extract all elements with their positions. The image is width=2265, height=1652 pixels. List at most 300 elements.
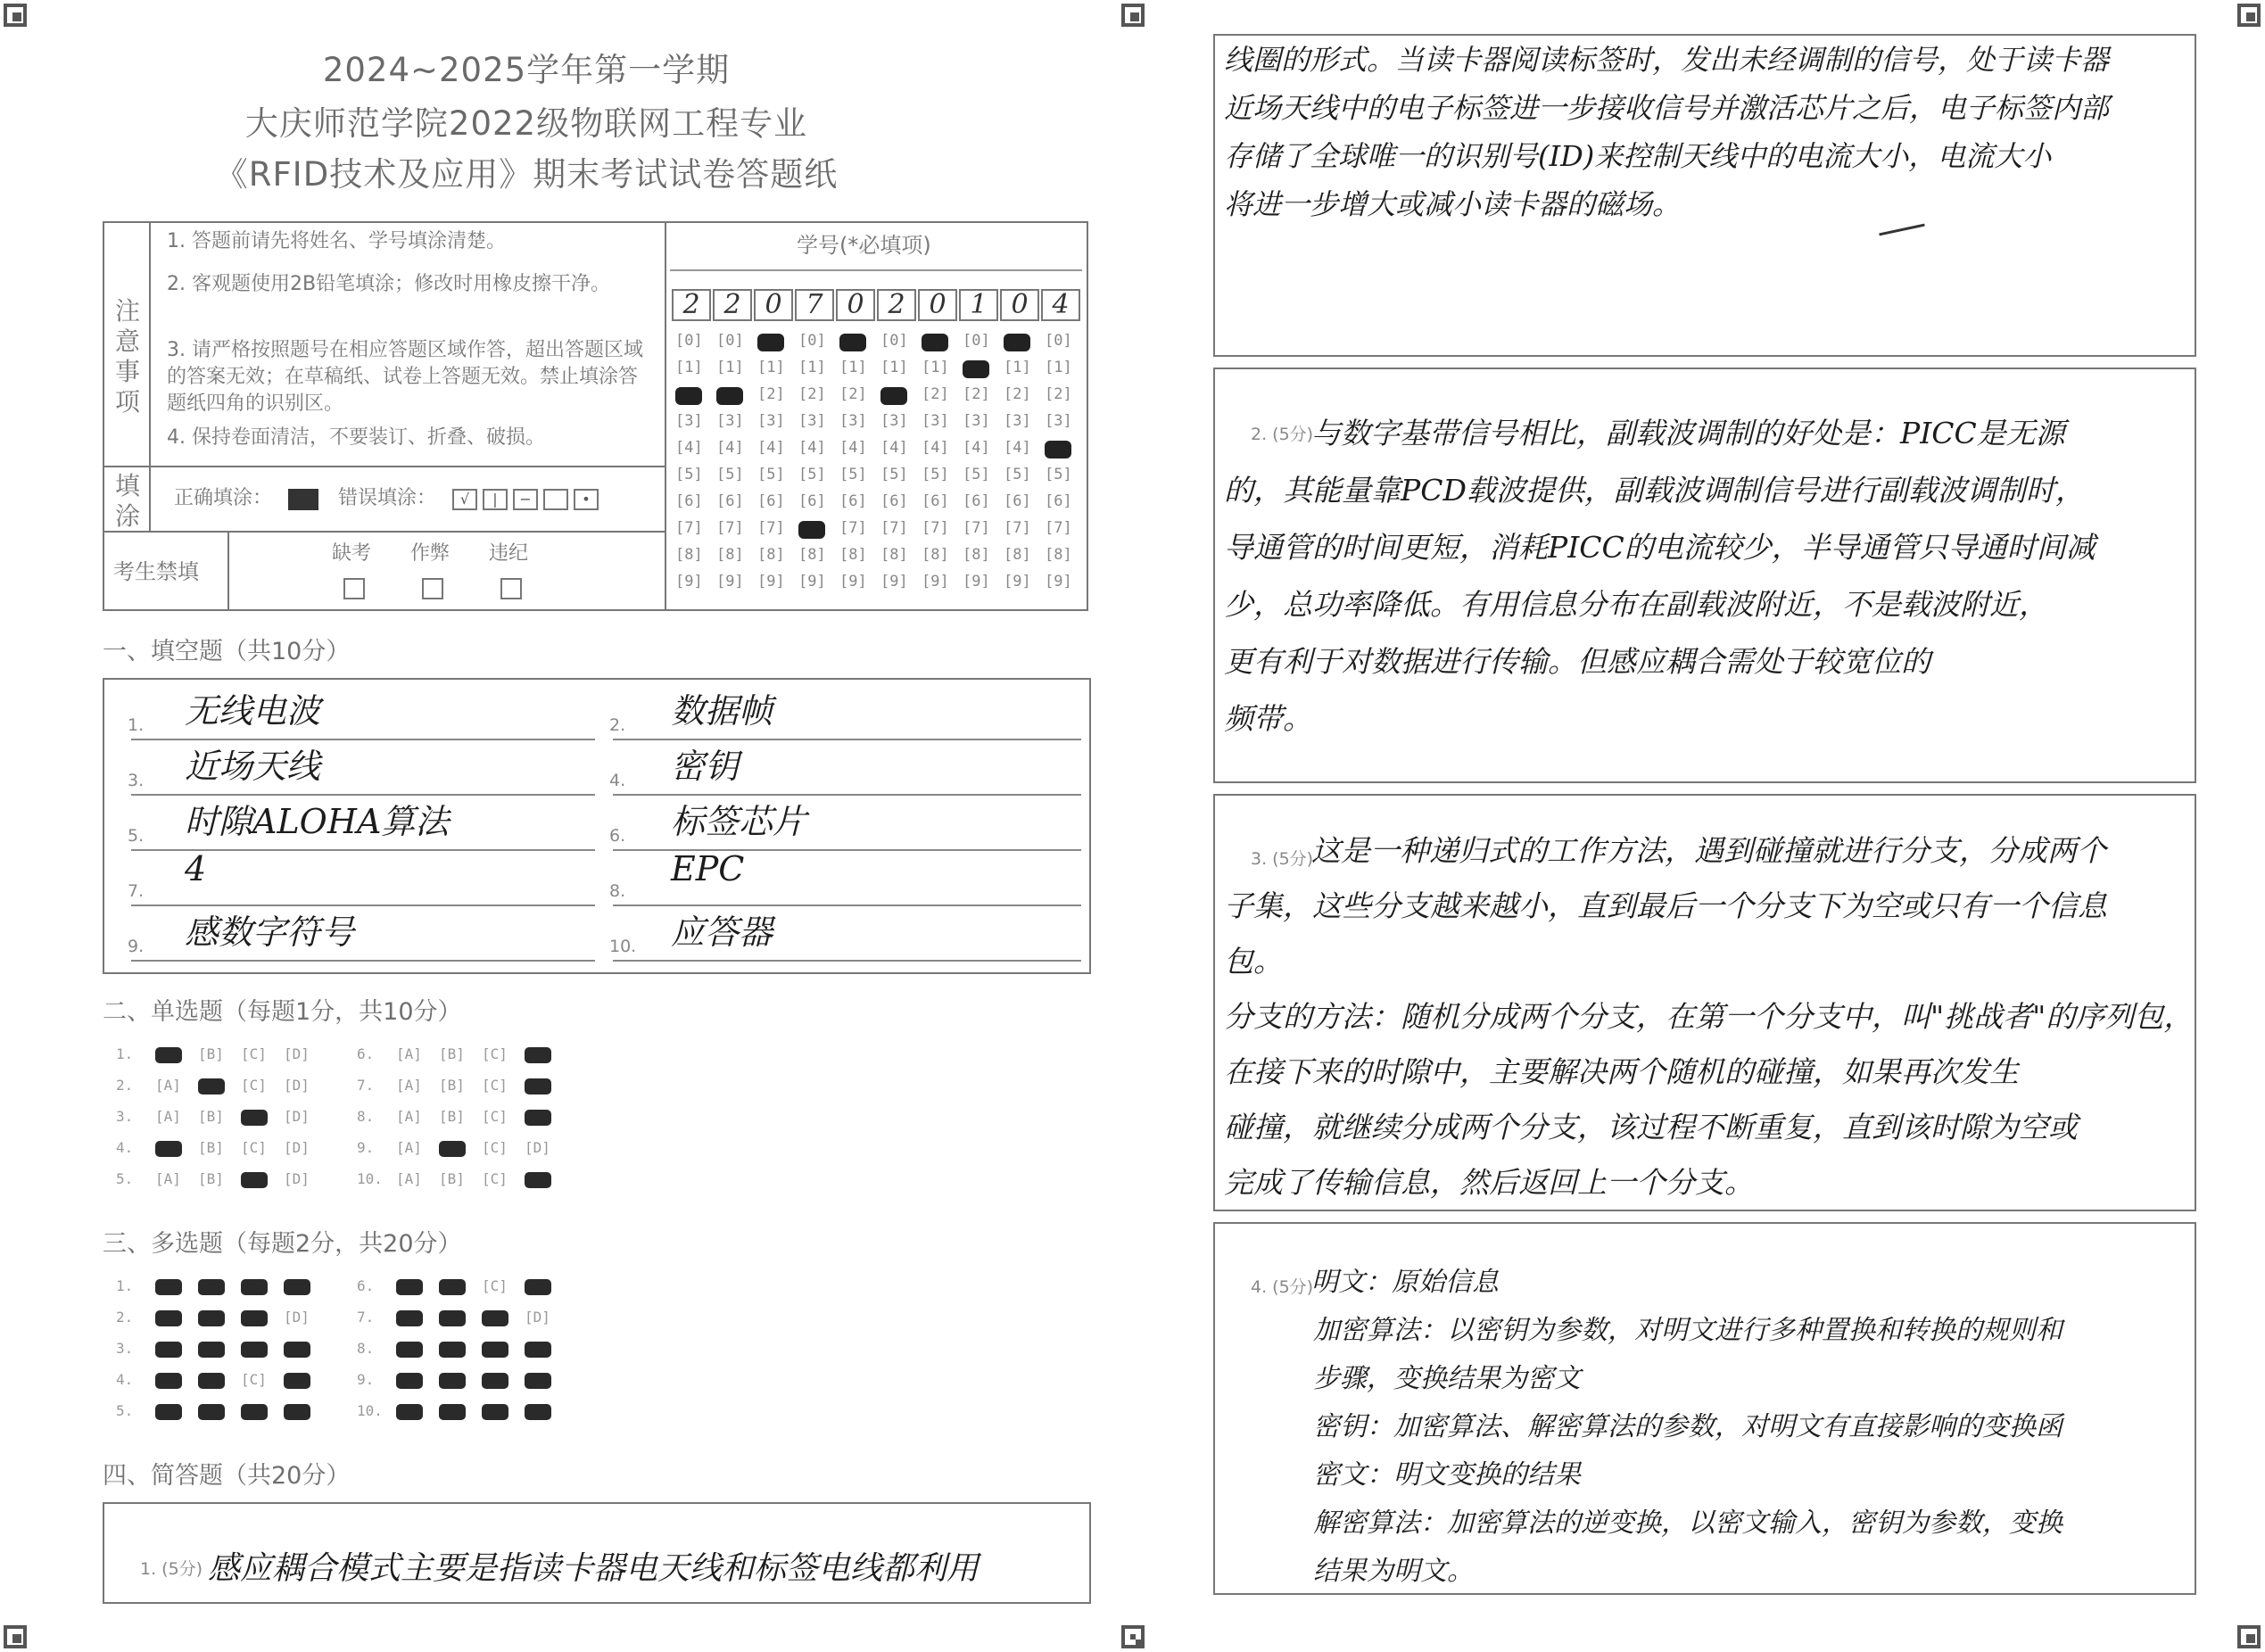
multi-option-filled[interactable]: [439, 1342, 466, 1358]
fill-answer-text: 时隙ALOHA算法: [185, 802, 450, 841]
fill-question-number: 6.: [609, 826, 626, 846]
answer-line: 密钥：加密算法、解密算法的参数，对明文有直接影响的变换函: [1313, 1411, 2062, 1442]
student-id-bubble[interactable]: [4]: [757, 439, 785, 457]
student-id-bubble[interactable]: [8]: [675, 546, 703, 564]
multi-question-number: 4.: [116, 1371, 134, 1388]
corner-mark-top-right: [2237, 4, 2261, 27]
single-option[interactable]: [C]: [241, 1077, 267, 1094]
student-id-bubble[interactable]: [7]: [675, 519, 703, 537]
student-id-bubble[interactable]: [1]: [880, 359, 908, 376]
multi-option-filled[interactable]: [525, 1279, 551, 1295]
answer-line: 碰撞，就继续分成两个分支，该过程不断重复，直到该时隙为空或: [1224, 1110, 2078, 1144]
student-id-bubble[interactable]: [3]: [716, 412, 744, 430]
single-question-number: 8.: [357, 1108, 375, 1125]
multi-option-filled[interactable]: [284, 1279, 310, 1295]
student-id-bubble-filled[interactable]: [880, 387, 907, 405]
fill-question-number: 2.: [609, 715, 626, 735]
student-id-bubble[interactable]: [9]: [1004, 573, 1031, 591]
student-id-bubble[interactable]: [3]: [757, 412, 785, 430]
multi-option-filled[interactable]: [241, 1310, 268, 1326]
fill-answer-text: 无线电波: [185, 691, 321, 731]
student-id-bubble[interactable]: [7]: [757, 519, 785, 537]
student-id-bubble[interactable]: [0]: [798, 332, 826, 350]
wrong-fill-sample-4: •: [574, 489, 599, 510]
student-id-bubble[interactable]: [8]: [922, 546, 949, 564]
student-id-bubble[interactable]: [2]: [798, 385, 826, 403]
student-id-bubble[interactable]: [5]: [839, 466, 867, 483]
notes-title: 注意事项: [114, 296, 140, 417]
single-question-number: 1.: [116, 1045, 134, 1062]
student-id-bubble[interactable]: [3]: [963, 412, 990, 430]
student-id-bubble[interactable]: [5]: [798, 466, 826, 483]
student-id-bubble[interactable]: [0]: [675, 332, 703, 350]
answer-line: 将进一步增大或减小读卡器的磁场。: [1224, 187, 1682, 221]
single-option[interactable]: [B]: [439, 1077, 465, 1094]
multi-option-filled[interactable]: [525, 1342, 551, 1358]
multi-option-filled[interactable]: [155, 1342, 182, 1358]
single-option[interactable]: [B]: [198, 1108, 224, 1125]
multi-option-filled[interactable]: [439, 1373, 466, 1389]
fill-answer-text: 密钥: [671, 747, 740, 786]
student-id-bubble[interactable]: [4]: [922, 439, 949, 457]
short-q1-continued-box: [1213, 34, 2196, 357]
multi-option-filled[interactable]: [396, 1310, 423, 1326]
corner-mark-bottom-left: [4, 1625, 27, 1648]
correct-fill-sample: [288, 489, 318, 510]
short-section-title: 四、简答题（共20分）: [103, 1462, 351, 1490]
answer-line: 加密算法：以密钥为参数，对明文进行多种置换和转换的规则和: [1313, 1315, 2062, 1346]
student-id-bubble[interactable]: [1]: [839, 359, 867, 376]
student-id-bubble[interactable]: [9]: [922, 573, 949, 591]
student-id-bubble[interactable]: [9]: [798, 573, 826, 591]
fill-question-number: 1.: [128, 715, 145, 735]
answer-line: 与数字基带信号相比，副载波调制的好处是：PICC是无源: [1311, 416, 2065, 450]
single-option[interactable]: [C]: [482, 1139, 508, 1156]
student-id-bubble[interactable]: [0]: [963, 332, 990, 350]
student-id-bubble[interactable]: [0]: [1045, 332, 1072, 350]
student-id-bubble[interactable]: [9]: [1045, 573, 1072, 591]
student-id-digit-8: 0: [1000, 289, 1039, 321]
student-id-bubble-filled[interactable]: [757, 334, 784, 351]
single-option[interactable]: [B]: [439, 1045, 465, 1062]
student-id-bubble[interactable]: [5]: [880, 466, 908, 483]
student-id-digit-6: 0: [918, 289, 957, 321]
multi-option-filled[interactable]: [396, 1404, 423, 1420]
info-box: [103, 221, 1088, 611]
answer-line: 存储了全球唯一的识别号(ID)来控制天线中的电流大小，电流大小: [1224, 139, 2052, 173]
fill-answer-text: 标签芯片: [671, 802, 807, 841]
wrong-fill-sample-1: |: [483, 489, 508, 510]
single-option[interactable]: [A]: [396, 1077, 422, 1094]
fill-question-number: 5.: [128, 826, 145, 846]
answer-line: 解密算法：加密算法的逆变换，以密文输入，密钥为参数，变换: [1313, 1507, 2062, 1539]
single-option-filled[interactable]: [525, 1172, 551, 1188]
single-question-number: 6.: [357, 1045, 375, 1062]
fill-question-number: 7.: [128, 881, 145, 901]
single-question-number: 10.: [357, 1170, 383, 1187]
student-id-bubble[interactable]: [0]: [716, 332, 744, 350]
fill-question-number: 9.: [128, 937, 145, 956]
student-id-digit-7: 1: [959, 289, 998, 321]
student-id-bubble-filled[interactable]: [675, 387, 702, 405]
multi-question-number: 2.: [116, 1309, 134, 1326]
student-id-bubble[interactable]: [5]: [1045, 466, 1072, 483]
single-option-filled[interactable]: [241, 1172, 268, 1188]
student-id-bubble[interactable]: [5]: [922, 466, 949, 483]
student-id-bubble[interactable]: [7]: [839, 519, 867, 537]
corner-mark-bottom-middle: [1121, 1625, 1145, 1648]
answer-line: 少，总功率降低。有用信息分布在副载波附近，不是载波附近，: [1224, 587, 2048, 622]
student-id-bubble[interactable]: [6]: [1045, 492, 1072, 510]
student-id-bubble[interactable]: [8]: [963, 546, 990, 564]
multi-question-number: 8.: [357, 1340, 375, 1357]
student-id-digit-0: 2: [672, 289, 711, 321]
multi-option[interactable]: [C]: [482, 1277, 508, 1294]
student-id-bubble[interactable]: [4]: [675, 439, 703, 457]
note-1: 1. 答题前请先将姓名、学号填涂清楚。: [167, 230, 506, 252]
single-option[interactable]: [A]: [396, 1139, 422, 1156]
student-id-bubble[interactable]: [4]: [963, 439, 990, 457]
student-id-bubble[interactable]: [6]: [757, 492, 785, 510]
fill-question-number: 8.: [609, 881, 626, 901]
student-id-digit-1: 2: [713, 289, 752, 321]
student-id-bubble[interactable]: [2]: [839, 385, 867, 403]
multi-option-filled[interactable]: [396, 1342, 423, 1358]
fill-answer-text: 感数字符号: [185, 913, 355, 952]
single-option[interactable]: [D]: [284, 1170, 310, 1187]
multi-option-filled[interactable]: [482, 1373, 508, 1389]
header-term: 2024~2025学年第一学期: [322, 51, 731, 89]
single-option[interactable]: [C]: [482, 1045, 508, 1062]
student-id-bubble[interactable]: [2]: [1004, 385, 1031, 403]
student-id-digit-2: 0: [754, 289, 793, 321]
single-option[interactable]: [D]: [284, 1045, 310, 1062]
absent-checkbox[interactable]: [343, 578, 365, 599]
student-id-bubble[interactable]: [3]: [1004, 412, 1031, 430]
student-id-bubble[interactable]: [2]: [757, 385, 785, 403]
fill-title: 填涂: [114, 471, 140, 531]
multi-option-filled[interactable]: [241, 1279, 268, 1295]
student-id-bubble[interactable]: [8]: [839, 546, 867, 564]
answer-line: 更有利于对数据进行传输。但感应耦合需处于较宽位的: [1224, 644, 1930, 679]
student-id-digit-9: 4: [1041, 289, 1080, 321]
student-id-bubble[interactable]: [9]: [963, 573, 990, 591]
single-option[interactable]: [B]: [439, 1108, 465, 1125]
corner-mark-bottom-right: [2237, 1625, 2261, 1648]
single-option[interactable]: [D]: [284, 1139, 310, 1156]
multi-option[interactable]: [C]: [241, 1371, 267, 1388]
student-id-bubble-filled[interactable]: [1004, 334, 1030, 351]
multi-option-filled[interactable]: [284, 1404, 310, 1420]
single-option[interactable]: [C]: [482, 1108, 508, 1125]
cheat-checkbox[interactable]: [422, 578, 443, 599]
student-id-bubble[interactable]: [2]: [1045, 385, 1072, 403]
single-option[interactable]: [C]: [241, 1045, 267, 1062]
student-id-bubble[interactable]: [7]: [880, 519, 908, 537]
student-id-bubble[interactable]: [6]: [922, 492, 949, 510]
student-id-bubble-filled[interactable]: [963, 360, 989, 378]
student-id-bubble[interactable]: [2]: [922, 385, 949, 403]
student-id-bubble[interactable]: [6]: [798, 492, 826, 510]
student-id-bubble[interactable]: [9]: [757, 573, 785, 591]
single-option[interactable]: [B]: [198, 1139, 224, 1156]
multi-option-filled[interactable]: [284, 1373, 310, 1389]
student-id-bubble[interactable]: [4]: [880, 439, 908, 457]
single-option-filled[interactable]: [155, 1141, 182, 1157]
single-option-filled[interactable]: [525, 1078, 551, 1094]
answer-line: 的，其能量靠PCD载波提供，副载波调制信号进行副载波调制时，: [1224, 473, 2085, 508]
fill-question-number: 10.: [609, 937, 637, 956]
single-option[interactable]: [A]: [396, 1045, 422, 1062]
student-id-digit-4: 0: [836, 289, 875, 321]
multi-option-filled[interactable]: [482, 1342, 508, 1358]
fill-answer-box: [103, 678, 1091, 974]
single-option[interactable]: [A]: [155, 1077, 181, 1094]
multi-option-filled[interactable]: [482, 1310, 508, 1326]
single-option-filled[interactable]: [525, 1110, 551, 1126]
multi-option[interactable]: [D]: [525, 1309, 550, 1326]
student-id-bubble[interactable]: [3]: [1045, 412, 1072, 430]
student-id-bubble[interactable]: [4]: [716, 439, 744, 457]
answer-line: 密文：明文变换的结果: [1313, 1459, 1581, 1491]
single-option[interactable]: [D]: [284, 1108, 310, 1125]
fill-question-number: 4.: [609, 771, 626, 790]
multi-option-filled[interactable]: [284, 1342, 310, 1358]
single-option-filled[interactable]: [439, 1141, 466, 1157]
student-id-bubble[interactable]: [6]: [1004, 492, 1031, 510]
multi-option-filled[interactable]: [396, 1279, 423, 1295]
multi-option-filled[interactable]: [198, 1373, 225, 1389]
student-id-bubble[interactable]: [6]: [716, 492, 744, 510]
student-id-bubble[interactable]: [5]: [963, 466, 990, 483]
wrong-fill-sample-3: [543, 489, 568, 510]
student-id-bubble[interactable]: [8]: [880, 546, 908, 564]
answer-line: 步骤，变换结果为密文: [1313, 1363, 1581, 1394]
fill-answer-underline: [613, 960, 1081, 962]
student-id-bubble[interactable]: [7]: [963, 519, 990, 537]
single-option[interactable]: [B]: [198, 1045, 224, 1062]
answer-line: 结果为明文。: [1313, 1556, 1474, 1587]
multi-section-title: 三、多选题（每题2分，共20分）: [103, 1230, 462, 1258]
single-option[interactable]: [C]: [241, 1139, 267, 1156]
header-college: 大庆师范学院2022级物联网工程专业: [244, 104, 808, 143]
note-2: 2. 客观题使用2B铅笔填涂；修改时用橡皮擦干净。: [167, 273, 611, 295]
answer-line: 频带。: [1224, 701, 1312, 736]
single-option[interactable]: [B]: [439, 1170, 465, 1187]
multi-question-number: 6.: [357, 1277, 375, 1294]
student-id-bubble[interactable]: [9]: [880, 573, 908, 591]
student-id-bubble[interactable]: [6]: [963, 492, 990, 510]
single-question-number: 9.: [357, 1139, 375, 1156]
multi-option-filled[interactable]: [155, 1310, 182, 1326]
student-id-bubble-filled[interactable]: [839, 334, 866, 351]
short-q4-label: 4. (5分): [1251, 1277, 1314, 1297]
student-id-bubble[interactable]: [6]: [839, 492, 867, 510]
student-id-bubble[interactable]: [8]: [1004, 546, 1031, 564]
short-q4-box: [1213, 1222, 2196, 1595]
student-id-bubble[interactable]: [1]: [1004, 359, 1031, 376]
student-id-bubble[interactable]: [3]: [675, 412, 703, 430]
answer-line: 导通管的时间更短，消耗PICC的电流较少，半导通管只导通时间减: [1224, 530, 2096, 565]
wrong-fill-label: 错误填涂：: [338, 487, 437, 509]
single-question-number: 5.: [116, 1170, 134, 1187]
single-option[interactable]: [A]: [396, 1108, 422, 1125]
violation-checkbox[interactable]: [500, 578, 522, 599]
multi-option-filled[interactable]: [439, 1404, 466, 1420]
student-id-label: 学号(*必填项): [797, 233, 931, 258]
header-exam-title: 《RFID技术及应用》期末考试试卷答题纸: [214, 155, 839, 194]
student-id-digit-5: 2: [877, 289, 916, 321]
multi-option-filled[interactable]: [198, 1404, 225, 1420]
student-id-bubble[interactable]: [7]: [1045, 519, 1072, 537]
single-question-number: 7.: [357, 1077, 375, 1094]
student-id-bubble[interactable]: [8]: [1045, 546, 1072, 564]
short-q3-box: [1213, 794, 2196, 1211]
multi-option-filled[interactable]: [482, 1404, 508, 1420]
fill-answer-text: 应答器: [671, 913, 773, 952]
student-id-bubble[interactable]: [3]: [922, 412, 949, 430]
short-q2-box: [1213, 368, 2196, 783]
student-id-bubble[interactable]: [9]: [839, 573, 867, 591]
corner-mark-top-middle: [1121, 4, 1145, 27]
multi-option-filled[interactable]: [198, 1310, 225, 1326]
student-id-bubble[interactable]: [6]: [675, 492, 703, 510]
single-option[interactable]: [C]: [482, 1077, 508, 1094]
single-option-filled[interactable]: [525, 1047, 551, 1063]
student-id-bubble[interactable]: [4]: [839, 439, 867, 457]
multi-question-number: 1.: [116, 1277, 134, 1294]
student-id-bubble[interactable]: [4]: [798, 439, 826, 457]
single-option[interactable]: [A]: [155, 1108, 181, 1125]
single-option-filled[interactable]: [241, 1110, 268, 1126]
multi-option-filled[interactable]: [155, 1404, 182, 1420]
student-id-bubble-filled[interactable]: [1045, 441, 1071, 458]
student-id-bubble[interactable]: [5]: [757, 466, 785, 483]
student-id-bubble[interactable]: [7]: [1004, 519, 1031, 537]
single-option[interactable]: [C]: [482, 1170, 508, 1187]
forbidden-title: 考生禁填: [113, 559, 199, 584]
multi-option-filled[interactable]: [155, 1373, 182, 1389]
answer-line: 近场天线中的电子标签进一步接收信号并激活芯片之后，电子标签内部: [1224, 91, 2110, 125]
multi-option-filled[interactable]: [525, 1404, 551, 1420]
forbidden-violation-label: 违纪: [489, 542, 529, 565]
wrong-fill-sample-0: √: [452, 489, 477, 510]
short-q2-label: 2. (5分): [1251, 425, 1314, 444]
short-q1-label: 1. (5分): [140, 1559, 203, 1579]
student-id-bubble[interactable]: [5]: [1004, 466, 1031, 483]
student-id-bubble-filled[interactable]: [716, 387, 743, 405]
student-id-bubble[interactable]: [8]: [716, 546, 744, 564]
answer-line: 包。: [1224, 944, 1283, 979]
single-option[interactable]: [D]: [525, 1139, 550, 1156]
student-id-bubble[interactable]: [1]: [716, 359, 744, 376]
answer-line: 分支的方法：随机分成两个分支，在第一个分支中，叫"挑战者"的序列包，: [1224, 999, 2194, 1034]
fill-answer-text: 近场天线: [185, 747, 321, 786]
multi-question-number: 5.: [116, 1402, 134, 1419]
multi-question-number: 3.: [116, 1340, 134, 1357]
fill-answer-text: EPC: [671, 849, 745, 888]
student-id-bubble[interactable]: [0]: [880, 332, 908, 350]
multi-option-filled[interactable]: [241, 1342, 268, 1358]
forbidden-cheat-label: 作弊: [410, 542, 451, 565]
answer-line: 完成了传输信息，然后返回上一个分支。: [1224, 1165, 1754, 1200]
student-id-bubble[interactable]: [2]: [963, 385, 990, 403]
student-id-bubble[interactable]: [9]: [675, 573, 703, 591]
multi-option-filled[interactable]: [198, 1342, 225, 1358]
student-id-bubble[interactable]: [8]: [757, 546, 785, 564]
single-option-filled[interactable]: [198, 1078, 225, 1094]
student-id-bubble[interactable]: [7]: [922, 519, 949, 537]
single-option[interactable]: [A]: [396, 1170, 422, 1187]
student-id-bubble[interactable]: [3]: [880, 412, 908, 430]
multi-question-number: 7.: [357, 1309, 375, 1326]
multi-question-number: 10.: [357, 1402, 383, 1419]
student-id-bubble[interactable]: [6]: [880, 492, 908, 510]
student-id-bubble-filled[interactable]: [922, 334, 948, 351]
multi-option-filled[interactable]: [198, 1279, 225, 1295]
student-id-bubble[interactable]: [5]: [675, 466, 703, 483]
fill-answer-underline: [131, 960, 595, 962]
multi-option-filled[interactable]: [439, 1310, 466, 1326]
single-question-number: 3.: [116, 1108, 134, 1125]
student-id-bubble[interactable]: [1]: [757, 359, 785, 376]
single-option[interactable]: [B]: [198, 1170, 224, 1187]
multi-option-filled[interactable]: [241, 1404, 268, 1420]
multi-option-filled[interactable]: [439, 1279, 466, 1295]
fill-answer-text: 4: [185, 849, 207, 888]
single-question-number: 2.: [116, 1077, 134, 1094]
student-id-bubble[interactable]: [3]: [798, 412, 826, 430]
answer-line: 这是一种递归式的工作方法，遇到碰撞就进行分支，分成两个: [1311, 833, 2106, 868]
student-id-bubble[interactable]: [4]: [1004, 439, 1031, 457]
student-id-bubble[interactable]: [1]: [675, 359, 703, 376]
single-option-filled[interactable]: [155, 1047, 182, 1063]
answer-line: 明文：原始信息: [1311, 1267, 1499, 1298]
student-id-bubble[interactable]: [5]: [716, 466, 744, 483]
note-3: 3. 请严格按照题号在相应答题区域作答，超出答题区域的答案无效；在草稿纸、试卷上答题无效。禁止填涂答题纸四角的识别区。: [167, 339, 643, 415]
multi-option[interactable]: [D]: [284, 1309, 310, 1326]
student-id-bubble[interactable]: [1]: [1045, 359, 1072, 376]
multi-option-filled[interactable]: [396, 1373, 423, 1389]
student-id-bubble[interactable]: [8]: [798, 546, 826, 564]
student-id-bubble[interactable]: [9]: [716, 573, 744, 591]
short-q1-box: [103, 1502, 1091, 1604]
student-id-bubble[interactable]: [1]: [798, 359, 826, 376]
correct-fill-label: 正确填涂：: [174, 487, 273, 509]
note-4: 4. 保持卷面清洁，不要装订、折叠、破损。: [167, 426, 545, 449]
short-q3-label: 3. (5分): [1251, 849, 1314, 869]
short-q1-start: 感应耦合模式主要是指读卡器电天线和标签电线都利用: [208, 1550, 980, 1587]
student-id-bubble[interactable]: [7]: [716, 519, 744, 537]
answer-line: 子集，这些分支越来越小，直到最后一个分支下为空或只有一个信息: [1224, 888, 2107, 923]
student-id-bubble-filled[interactable]: [798, 521, 825, 539]
single-question-number: 4.: [116, 1139, 134, 1156]
multi-option-filled[interactable]: [155, 1279, 182, 1295]
student-id-bubble[interactable]: [3]: [839, 412, 867, 430]
wrong-fill-sample-2: −: [513, 489, 538, 510]
fill-section-title: 一、填空题（共10分）: [103, 638, 351, 665]
forbidden-absent-label: 缺考: [332, 542, 372, 565]
single-section-title: 二、单选题（每题1分，共10分）: [103, 998, 462, 1026]
student-id-digit-3: 7: [795, 289, 834, 321]
fill-question-number: 3.: [128, 771, 145, 790]
student-id-bubble[interactable]: [1]: [922, 359, 949, 376]
single-option[interactable]: [D]: [284, 1077, 310, 1094]
answer-line: 线圈的形式。当读卡器阅读标签时，发出未经调制的信号，处于读卡器: [1224, 43, 2110, 77]
answer-line: 在接下来的时隙中，主要解决两个随机的碰撞，如果再次发生: [1224, 1054, 2019, 1089]
multi-option-filled[interactable]: [525, 1373, 551, 1389]
single-option[interactable]: [A]: [155, 1170, 181, 1187]
